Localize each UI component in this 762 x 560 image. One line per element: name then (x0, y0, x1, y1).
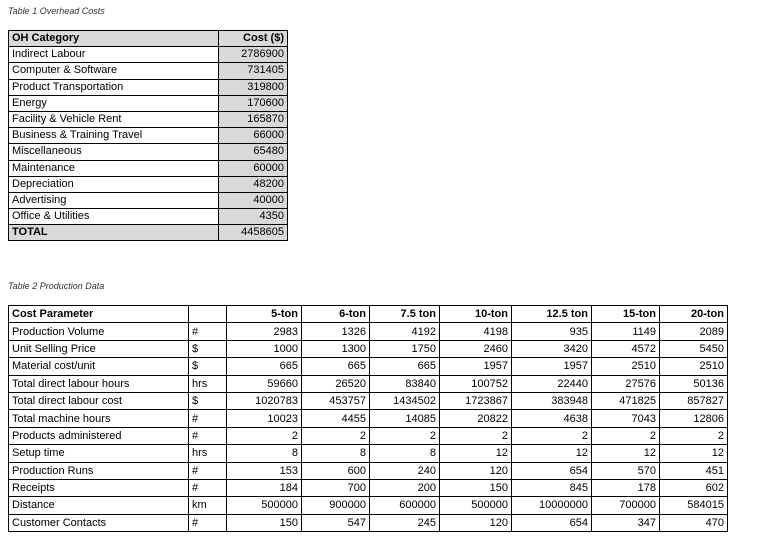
value-cell: 12 (660, 445, 728, 462)
cost-cell: 40000 (219, 192, 288, 208)
value-cell: 20822 (440, 410, 512, 427)
unit-cell: # (189, 514, 227, 531)
column-header: Cost ($) (219, 31, 288, 47)
category-cell: Energy (9, 95, 219, 111)
value-cell: 120 (440, 462, 512, 479)
value-cell: 1000 (227, 340, 302, 357)
value-cell: 200 (370, 479, 440, 496)
column-header: 6-ton (302, 306, 370, 323)
value-cell: 153 (227, 462, 302, 479)
value-cell: 1750 (370, 340, 440, 357)
category-cell: Facility & Vehicle Rent (9, 111, 219, 127)
value-cell: 2 (660, 427, 728, 444)
cost-cell: 319800 (219, 79, 288, 95)
column-header: OH Category (9, 31, 219, 47)
value-cell: 178 (592, 479, 660, 496)
value-cell: 1300 (302, 340, 370, 357)
value-cell: 600 (302, 462, 370, 479)
value-cell: 2983 (227, 323, 302, 340)
parameter-cell: Receipts (9, 479, 189, 496)
value-cell: 2 (227, 427, 302, 444)
value-cell: 100752 (440, 375, 512, 392)
category-cell: Office & Utilities (9, 209, 219, 225)
value-cell: 7043 (592, 410, 660, 427)
value-cell: 5450 (660, 340, 728, 357)
value-cell: 12806 (660, 410, 728, 427)
unit-cell: # (189, 479, 227, 496)
overhead-costs-table (8, 30, 288, 241)
cost-cell: 170600 (219, 95, 288, 111)
value-cell: 26520 (302, 375, 370, 392)
value-cell: 1957 (440, 358, 512, 375)
value-cell: 8 (227, 445, 302, 462)
column-header: 10-ton (440, 306, 512, 323)
column-header: 5-ton (227, 306, 302, 323)
table-row (9, 176, 288, 192)
table-row (9, 144, 288, 160)
unit-cell: # (189, 462, 227, 479)
value-cell: 50136 (660, 375, 728, 392)
value-cell: 245 (370, 514, 440, 531)
table-row (9, 128, 288, 144)
table-row (9, 47, 288, 63)
column-header: 12.5 ton (512, 306, 592, 323)
column-header: 7.5 ton (370, 306, 440, 323)
value-cell: 2 (512, 427, 592, 444)
value-cell: 2 (592, 427, 660, 444)
value-cell: 22440 (512, 375, 592, 392)
table-row (9, 111, 288, 127)
unit-cell: # (189, 427, 227, 444)
parameter-cell: Production Runs (9, 462, 189, 479)
value-cell: 12 (512, 445, 592, 462)
value-cell: 184 (227, 479, 302, 496)
table-row (9, 323, 728, 340)
table-row (9, 479, 728, 496)
value-cell: 547 (302, 514, 370, 531)
value-cell: 383948 (512, 392, 592, 409)
cost-cell: 65480 (219, 144, 288, 160)
value-cell: 665 (227, 358, 302, 375)
value-cell: 14085 (370, 410, 440, 427)
table1-header-row (9, 31, 288, 47)
table2-caption: Table 2 Production Data (8, 281, 105, 291)
parameter-cell: Total direct labour hours (9, 375, 189, 392)
table-row (9, 462, 728, 479)
parameter-cell: Distance (9, 497, 189, 514)
table-row (9, 192, 288, 208)
parameter-cell: Total direct labour cost (9, 392, 189, 409)
table-row (9, 375, 728, 392)
value-cell: 2 (370, 427, 440, 444)
value-cell: 700 (302, 479, 370, 496)
value-cell: 500000 (440, 497, 512, 514)
parameter-cell: Total machine hours (9, 410, 189, 427)
value-cell: 665 (370, 358, 440, 375)
value-cell: 83840 (370, 375, 440, 392)
value-cell: 4455 (302, 410, 370, 427)
cost-cell: 48200 (219, 176, 288, 192)
value-cell: 453757 (302, 392, 370, 409)
table2-header-row (9, 306, 728, 323)
table-row (9, 514, 728, 531)
value-cell: 1434502 (370, 392, 440, 409)
parameter-cell: Setup time (9, 445, 189, 462)
value-cell: 584015 (660, 497, 728, 514)
value-cell: 2510 (660, 358, 728, 375)
column-header (189, 306, 227, 323)
value-cell: 654 (512, 514, 592, 531)
table-row (9, 95, 288, 111)
value-cell: 2 (302, 427, 370, 444)
value-cell: 845 (512, 479, 592, 496)
value-cell: 1149 (592, 323, 660, 340)
table-row (9, 392, 728, 409)
value-cell: 10023 (227, 410, 302, 427)
value-cell: 2510 (592, 358, 660, 375)
cost-cell: 2786900 (219, 47, 288, 63)
value-cell: 665 (302, 358, 370, 375)
parameter-cell: Production Volume (9, 323, 189, 340)
value-cell: 12 (440, 445, 512, 462)
value-cell: 8 (370, 445, 440, 462)
value-cell: 59660 (227, 375, 302, 392)
value-cell: 2460 (440, 340, 512, 357)
value-cell: 570 (592, 462, 660, 479)
table-row (9, 427, 728, 444)
cost-cell: 165870 (219, 111, 288, 127)
category-cell: Business & Training Travel (9, 128, 219, 144)
value-cell: 2089 (660, 323, 728, 340)
unit-cell: hrs (189, 375, 227, 392)
value-cell: 935 (512, 323, 592, 340)
value-cell: 4572 (592, 340, 660, 357)
value-cell: 150 (440, 479, 512, 496)
value-cell: 1957 (512, 358, 592, 375)
value-cell: 27576 (592, 375, 660, 392)
unit-cell: $ (189, 392, 227, 409)
value-cell: 8 (302, 445, 370, 462)
value-cell: 470 (660, 514, 728, 531)
unit-cell: $ (189, 340, 227, 357)
value-cell: 4192 (370, 323, 440, 340)
table1-caption: Table 1 Overhead Costs (8, 6, 105, 16)
unit-cell: # (189, 323, 227, 340)
value-cell: 12 (592, 445, 660, 462)
unit-cell: $ (189, 358, 227, 375)
value-cell: 900000 (302, 497, 370, 514)
value-cell: 602 (660, 479, 728, 496)
table-row (9, 160, 288, 176)
value-cell: 451 (660, 462, 728, 479)
value-cell: 857827 (660, 392, 728, 409)
parameter-cell: Products administered (9, 427, 189, 444)
value-cell: 240 (370, 462, 440, 479)
parameter-cell: Unit Selling Price (9, 340, 189, 357)
production-data-table (8, 305, 728, 532)
value-cell: 120 (440, 514, 512, 531)
parameter-cell: Customer Contacts (9, 514, 189, 531)
value-cell: 4198 (440, 323, 512, 340)
parameter-cell: Material cost/unit (9, 358, 189, 375)
cost-cell: 4350 (219, 209, 288, 225)
category-cell: Product Transportation (9, 79, 219, 95)
value-cell: 2 (440, 427, 512, 444)
value-cell: 1020783 (227, 392, 302, 409)
category-cell: Indirect Labour (9, 47, 219, 63)
value-cell: 500000 (227, 497, 302, 514)
unit-cell: # (189, 410, 227, 427)
table-row (9, 79, 288, 95)
category-cell: Computer & Software (9, 63, 219, 79)
value-cell: 471825 (592, 392, 660, 409)
cost-cell: 60000 (219, 160, 288, 176)
table-row (9, 445, 728, 462)
table-row (9, 63, 288, 79)
value-cell: 700000 (592, 497, 660, 514)
table1-total-row (9, 225, 288, 241)
table-row (9, 209, 288, 225)
unit-cell: km (189, 497, 227, 514)
value-cell: 1326 (302, 323, 370, 340)
value-cell: 600000 (370, 497, 440, 514)
category-cell: Miscellaneous (9, 144, 219, 160)
value-cell: 150 (227, 514, 302, 531)
value-cell: 1723867 (440, 392, 512, 409)
column-header: Cost Parameter (9, 306, 189, 323)
unit-cell: hrs (189, 445, 227, 462)
value-cell: 347 (592, 514, 660, 531)
value-cell: 654 (512, 462, 592, 479)
cost-cell: 731405 (219, 63, 288, 79)
column-header: 20-ton (660, 306, 728, 323)
table-row (9, 497, 728, 514)
category-cell: Depreciation (9, 176, 219, 192)
value-cell: 10000000 (512, 497, 592, 514)
category-cell: Maintenance (9, 160, 219, 176)
total-value: 4458605 (219, 225, 288, 241)
value-cell: 4638 (512, 410, 592, 427)
category-cell: Advertising (9, 192, 219, 208)
total-label: TOTAL (9, 225, 219, 241)
cost-cell: 66000 (219, 128, 288, 144)
table-row (9, 410, 728, 427)
value-cell: 3420 (512, 340, 592, 357)
column-header: 15-ton (592, 306, 660, 323)
table-row (9, 358, 728, 375)
table-row (9, 340, 728, 357)
